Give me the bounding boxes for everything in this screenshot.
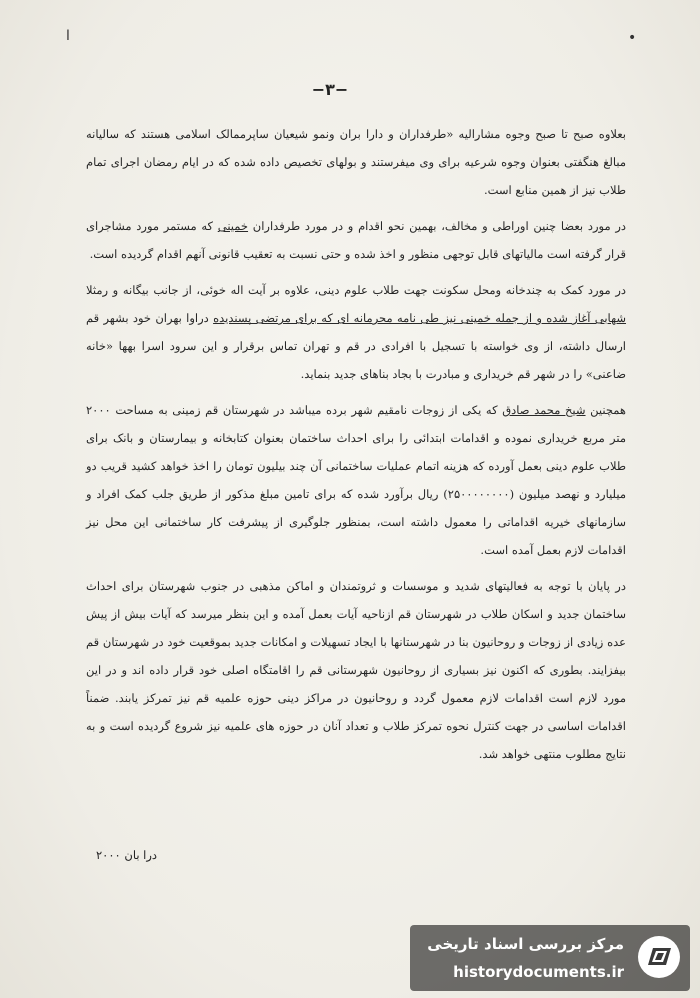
corner-mark-right: • xyxy=(628,30,637,46)
paragraph-5-text: در پایان با توجه به فعالیتهای شدید و موسسات و ثروتمندان و اماکن مذهبی در جنوب شهرستان برای احداث ساختمان جدید و اسکان طلاب در شهرستان قم ازناحیه آیات بعمل آمده و این بنظر میرسد که آیات بیش از پیش عده زیادی از زوجات و روحانیون بنا در شهرستانها با ایجاد تسهیلات و امکانات جدید بموقعیت خود در شهرستان قم بیفزایند. بطوری که اکنون نیز بسیاری از روحانیون شهرستانی قم را اقامتگاه اصلی خود قرار داده اند و در این مورد لازم است اقدامات لازم معمول گردد و روحانیون در مراکز دینی حوزه علمیه قم نیز تمرکز یابند. ضمناً اقدامات اساسی در جهت کنترل نحوه تمرکز طلاب و تعداد آنان در حوزه های علمیه نیز شروع گردیده است و به نتایج مطلوب منتهی خواهد شد. xyxy=(86,579,626,761)
document-date: درا بان ۲۰۰۰ xyxy=(96,848,158,862)
paragraph-1 xyxy=(86,120,626,204)
paragraph-4-underlined: شیخ محمد صادق xyxy=(502,403,586,417)
page-number: −٣− xyxy=(311,80,349,99)
paragraph-2-text-start: در مورد بعضا چنین اوراطی و مخالف، بهمین نحو اقدام و در مورد طرفداران xyxy=(248,219,626,233)
paragraph-3 xyxy=(86,276,626,388)
watermark-title: مرکز بررسی اسناد تاریخی xyxy=(427,935,624,953)
paragraph-3-underlined: شهابی آغاز شده و از جمله خمینی نیز طی نامه محرمانه ای که برای مرتضی پسندیده xyxy=(213,311,627,325)
document-body xyxy=(86,120,626,776)
corner-mark-left: ا xyxy=(66,28,70,44)
watermark-banner xyxy=(410,925,690,991)
paragraph-3-text-end: دراوا بهران خود بشهر قم ارسال داشته، از وی خواسته با تسجیل با افرادی در قم و تهران تماس برقرار و این سرود اسرا بهها «خانه ضاعنی» را در شهر قم خریداری و مبادرت با بجاد بناهای جدید بنماید. xyxy=(86,311,626,381)
paragraph-2-text-end: که مستمر مورد مشاجرای قرار گرفته است مالیاتهای قابل توجهی منظور و اخذ شده و حتی نسبت به تعقیب قانونی آنهم اقدام گردیده است. xyxy=(86,219,626,261)
watermark-url: historydocuments.ir xyxy=(453,963,624,981)
paragraph-4-text-end: که یکی از زوجات نامقیم شهر برده میباشد در شهرستان قم زمینی به مساحت ۲۰۰۰ متر مربع خریداری نموده و اقدامات ابتدائی را برای احداث ساختمان بعنوان کتابخانه و بیمارستان و بانک برای طلاب علوم دینی بعمل آورده که هزینه اتمام عملیات ساختمانی آن چند بیلیون تومان را اخذ خواهد کشید قریب دو میلیارد و نهصد میلیون (۲۵۰۰۰۰۰۰۰۰) ریال برآورد شده که برای تامین مبلغ مذکور از طریق جلب کمک افراد و سازمانهای خیریه اقداماتی را معمول داشته است، بمنظور جلوگیری از پیشرفت کار ساختمانی این محل نیز اقدامات لازم بعمل آمده است. xyxy=(86,403,626,557)
paragraph-5 xyxy=(86,572,626,768)
paragraph-2-underlined: خمینی xyxy=(217,219,249,233)
paragraph-4-text-start: همچنین xyxy=(585,403,626,417)
paragraph-4 xyxy=(86,396,626,564)
paragraph-2 xyxy=(86,212,626,268)
paragraph-1-text: بعلاوه صبح تا صبح وجوه مشارالیه «طرفداران و دارا بران ونمو شیعیان ساپرممالک اسلامی هستند که سالیانه مبالغ هنگفتی بعنوان وجوه شرعیه برای وی میفرستند و بولهای تخصیص داده شده که در ایام رمضان اجرای تمام طلاب نیز از همین منابع است. xyxy=(86,127,626,197)
paragraph-3-text-start: در مورد کمک به چندخانه ومحل سکونت جهت طلاب علوم دینی، علاوه بر آیت اله خوئی، از جانب بیگانه و رمثلا xyxy=(86,283,626,297)
archive-logo-icon xyxy=(636,934,682,980)
